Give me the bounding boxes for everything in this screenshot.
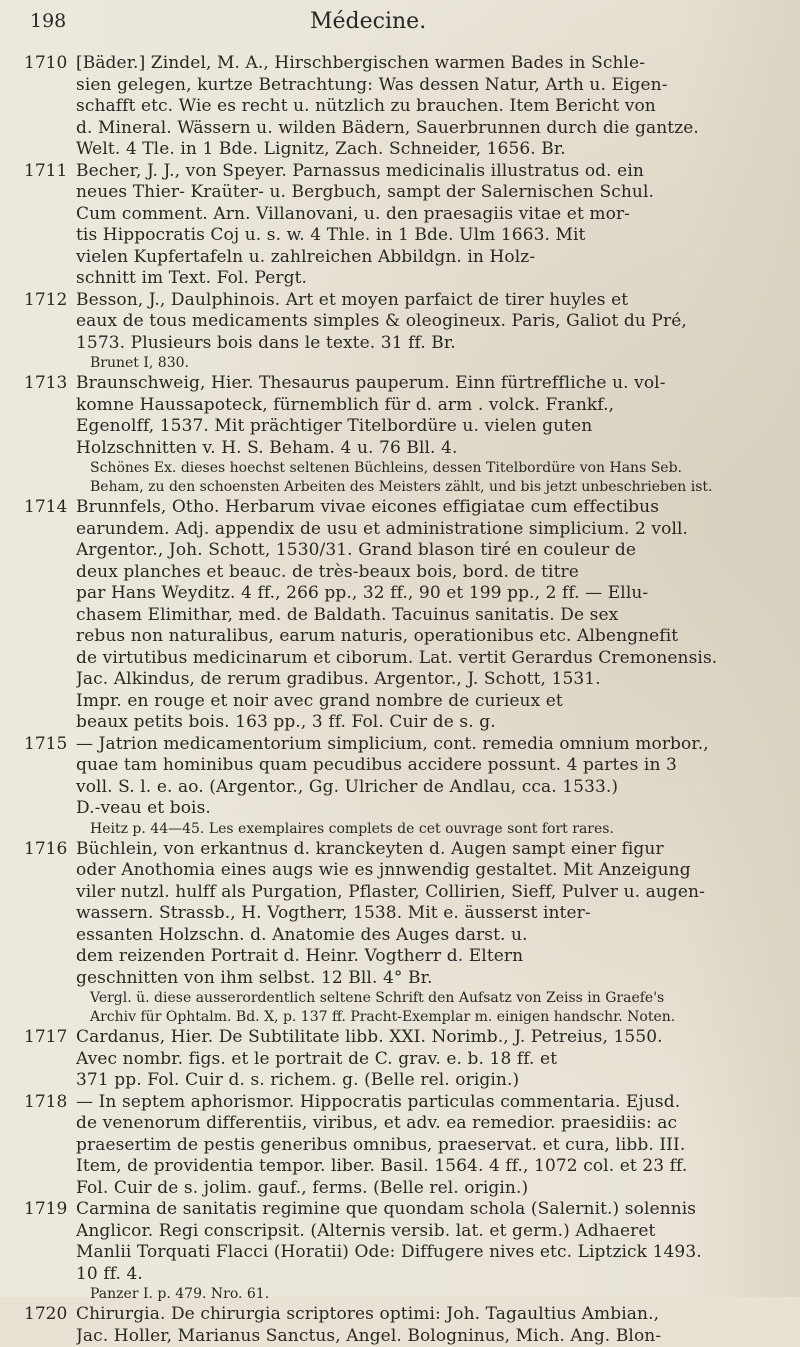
entry-note: Schönes Ex. dieses hoechst seltenen Büchleins, dessen Titelbordüre von Hans Seb. <box>76 459 744 478</box>
entry-text-line: D.-veau et bois. <box>76 798 744 820</box>
catalog-entry <box>24 497 744 734</box>
entry-text-line: Egenolff, 1537. Mit prächtiger Titelbordüre u. vielen guten <box>76 416 744 438</box>
catalog-entry <box>24 53 744 161</box>
entry-text-line: oder Anothomia eines augs wie es jnnwendig gestaltet. Mit Anzeigung <box>76 860 744 882</box>
entry-text-line: Argentor., Joh. Schott, 1530/31. Grand blason tiré en couleur de <box>76 540 744 562</box>
entry-text-line: 1573. Plusieurs bois dans le texte. 31 ff. Br. <box>76 333 744 355</box>
catalog-entry <box>24 734 744 839</box>
entry-text-line: de virtutibus medicinarum et ciborum. Lat. vertit Gerardus Cremonensis. <box>76 648 744 670</box>
entry-text-line: Welt. 4 Tle. in 1 Bde. Lignitz, Zach. Schneider, 1656. Br. <box>76 139 744 161</box>
entry-note: Panzer I. p. 479. Nro. 61. <box>76 1285 744 1304</box>
page-header <box>0 0 800 40</box>
entry-text-line: komne Haussapoteck, fürnemblich für d. arm . volck. Frankf., <box>76 395 744 417</box>
entry-description <box>76 53 744 161</box>
entry-number: 1714 <box>24 497 76 519</box>
entry-text-line: dem reizenden Portrait d. Heinr. Vogtherr d. Eltern <box>76 946 744 968</box>
entry-note: Brunet I, 830. <box>76 354 744 373</box>
catalog-entry <box>24 373 744 497</box>
entry-text-line: Besson, J., Daulphinois. Art et moyen parfaict de tirer huyles et <box>76 290 744 312</box>
entry-text-line: Holzschnitten v. H. S. Beham. 4 u. 76 Bll. 4. <box>76 438 744 460</box>
entry-text-line: schnitt im Text. Fol. Pergt. <box>76 268 744 290</box>
entry-number: 1713 <box>24 373 76 395</box>
catalog-entries <box>24 53 744 1347</box>
entry-text-line: Item, de providentia tempor. liber. Basil. 1564. 4 ff., 1072 col. et 23 ff. <box>76 1156 744 1178</box>
entry-text-line: de venenorum differentiis, viribus, et adv. ea remedior. praesidiis: ac <box>76 1113 744 1135</box>
entry-text-line: Becher, J. J., von Speyer. Parnassus medicinalis illustratus od. ein <box>76 161 744 183</box>
entry-text-line: beaux petits bois. 163 pp., 3 ff. Fol. Cuir de s. g. <box>76 712 744 734</box>
entry-description <box>76 161 744 290</box>
entry-text-line: vielen Kupfertafeln u. zahlreichen Abbildgn. in Holz- <box>76 247 744 269</box>
entry-text-line: Fol. Cuir de s. jolim. gauf., ferms. (Belle rel. origin.) <box>76 1178 744 1200</box>
entry-number: 1710 <box>24 53 76 75</box>
entry-text-line: Anglicor. Regi conscripsit. (Alternis versib. lat. et germ.) Adhaeret <box>76 1221 744 1243</box>
entry-description <box>76 734 744 839</box>
entry-text-line: Avec nombr. figs. et le portrait de C. grav. e. b. 18 ff. et <box>76 1049 744 1071</box>
entry-text-line: earundem. Adj. appendix de usu et administratione simplicium. 2 voll. <box>76 519 744 541</box>
entry-description <box>76 497 744 734</box>
entry-text-line: — Jatrion medicamentorium simplicium, cont. remedia omnium morbor., <box>76 734 744 756</box>
entry-text-line: geschnitten von ihm selbst. 12 Bll. 4° Br. <box>76 968 744 990</box>
entry-text-line: eaux de tous medicaments simples & oleogineux. Paris, Galiot du Pré, <box>76 311 744 333</box>
catalog-entry <box>24 290 744 374</box>
entry-text-line: essanten Holzschn. d. Anatomie des Auges darst. u. <box>76 925 744 947</box>
entry-note: Heitz p. 44—45. Les exemplaires complets de cet ouvrage sont fort rares. <box>76 820 744 839</box>
entry-text-line: Impr. en rouge et noir avec grand nombre de curieux et <box>76 691 744 713</box>
page-number: 198 <box>30 10 66 32</box>
entry-text-line: praesertim de pestis generibus omnibus, praeservat. et cura, libb. III. <box>76 1135 744 1157</box>
entry-number: 1712 <box>24 290 76 312</box>
entry-description <box>76 1304 744 1347</box>
entry-note: Archiv für Ophtalm. Bd. X, p. 137 ff. Pracht-Exemplar m. einigen handschr. Noten. <box>76 1008 744 1027</box>
catalog-entry <box>24 1304 744 1347</box>
entry-description <box>76 1199 744 1304</box>
entry-text-line: Braunschweig, Hier. Thesaurus pauperum. Einn fürtreffliche u. vol- <box>76 373 744 395</box>
entry-text-line: Büchlein, von erkantnus d. kranckeyten d. Augen sampt einer figur <box>76 839 744 861</box>
entry-description <box>76 1092 744 1200</box>
catalog-entry <box>24 1092 744 1200</box>
running-title: Médecine. <box>310 9 426 34</box>
entry-text-line: rebus non naturalibus, earum naturis, operationibus etc. Albengnefit <box>76 626 744 648</box>
entry-text-line: Jac. Alkindus, de rerum gradibus. Argentor., J. Schott, 1531. <box>76 669 744 691</box>
entry-text-line: quae tam hominibus quam pecudibus accidere possunt. 4 partes in 3 <box>76 755 744 777</box>
entry-text-line: 371 pp. Fol. Cuir d. s. richem. g. (Belle rel. origin.) <box>76 1070 744 1092</box>
entry-text-line: deux planches et beauc. de très-beaux bois, bord. de titre <box>76 562 744 584</box>
entry-text-line: par Hans Weyditz. 4 ff., 266 pp., 32 ff., 90 et 199 pp., 2 ff. — Ellu- <box>76 583 744 605</box>
entry-text-line: viler nutzl. hulff als Purgation, Pflaster, Collirien, Sieff, Pulver u. augen- <box>76 882 744 904</box>
entry-number: 1711 <box>24 161 76 183</box>
entry-text-line: Carmina de sanitatis regimine que quondam schola (Salernit.) solennis <box>76 1199 744 1221</box>
entry-text-line: Chirurgia. De chirurgia scriptores optimi: Joh. Tagaultius Ambian., <box>76 1304 744 1326</box>
entry-number: 1716 <box>24 839 76 861</box>
entry-number: 1715 <box>24 734 76 756</box>
entry-text-line: voll. S. l. e. ao. (Argentor., Gg. Ulricher de Andlau, cca. 1533.) <box>76 777 744 799</box>
entry-text-line: d. Mineral. Wässern u. wilden Bädern, Sauerbrunnen durch die gantze. <box>76 118 744 140</box>
entry-text-line: — In septem aphorismor. Hippocratis particulas commentaria. Ejusd. <box>76 1092 744 1114</box>
entry-number: 1719 <box>24 1199 76 1221</box>
entry-text-line: [Bäder.] Zindel, M. A., Hirschbergischen warmen Bades in Schle- <box>76 53 744 75</box>
entry-text-line: schafft etc. Wie es recht u. nützlich zu brauchen. Item Bericht von <box>76 96 744 118</box>
catalog-entry <box>24 1027 744 1092</box>
entry-text-line: Brunnfels, Otho. Herbarum vivae eicones effigiatae cum effectibus <box>76 497 744 519</box>
entry-description <box>76 1027 744 1092</box>
entry-description <box>76 373 744 497</box>
entry-text-line: neues Thier- Kraüter- u. Bergbuch, sampt der Salernischen Schul. <box>76 182 744 204</box>
entry-text-line: Manlii Torquati Flacci (Horatii) Ode: Diffugere nives etc. Liptzick 1493. <box>76 1242 744 1264</box>
entry-text-line: chasem Elimithar, med. de Baldath. Tacuinus sanitatis. De sex <box>76 605 744 627</box>
catalog-entry <box>24 161 744 290</box>
entry-note: Vergl. ü. diese ausserordentlich seltene Schrift den Aufsatz von Zeiss in Graefe's <box>76 989 744 1008</box>
catalog-entry <box>24 1199 744 1304</box>
entry-text-line: wassern. Strassb., H. Vogtherr, 1538. Mit e. äusserst inter- <box>76 903 744 925</box>
entry-description <box>76 290 744 374</box>
entry-text-line: sien gelegen, kurtze Betrachtung: Was dessen Natur, Arth u. Eigen- <box>76 75 744 97</box>
entry-number: 1717 <box>24 1027 76 1049</box>
entry-text-line: Cum comment. Arn. Villanovani, u. den praesagiis vitae et mor- <box>76 204 744 226</box>
entry-description <box>76 839 744 1028</box>
entry-text-line: Cardanus, Hier. De Subtilitate libb. XXI. Norimb., J. Petreius, 1550. <box>76 1027 744 1049</box>
entry-text-line: tis Hippocratis Coj u. s. w. 4 Thle. in 1 Bde. Ulm 1663. Mit <box>76 225 744 247</box>
entry-number: 1720 <box>24 1304 76 1326</box>
entry-text-line: 10 ff. 4. <box>76 1264 744 1286</box>
catalog-entry <box>24 839 744 1028</box>
entry-text-line: Jac. Holler, Marianus Sanctus, Angel. Bologninus, Mich. Ang. Blon- <box>76 1326 744 1347</box>
entry-number: 1718 <box>24 1092 76 1114</box>
entry-note: Beham, zu den schoensten Arbeiten des Meisters zählt, und bis jetzt unbeschrieben ist. <box>76 478 744 497</box>
